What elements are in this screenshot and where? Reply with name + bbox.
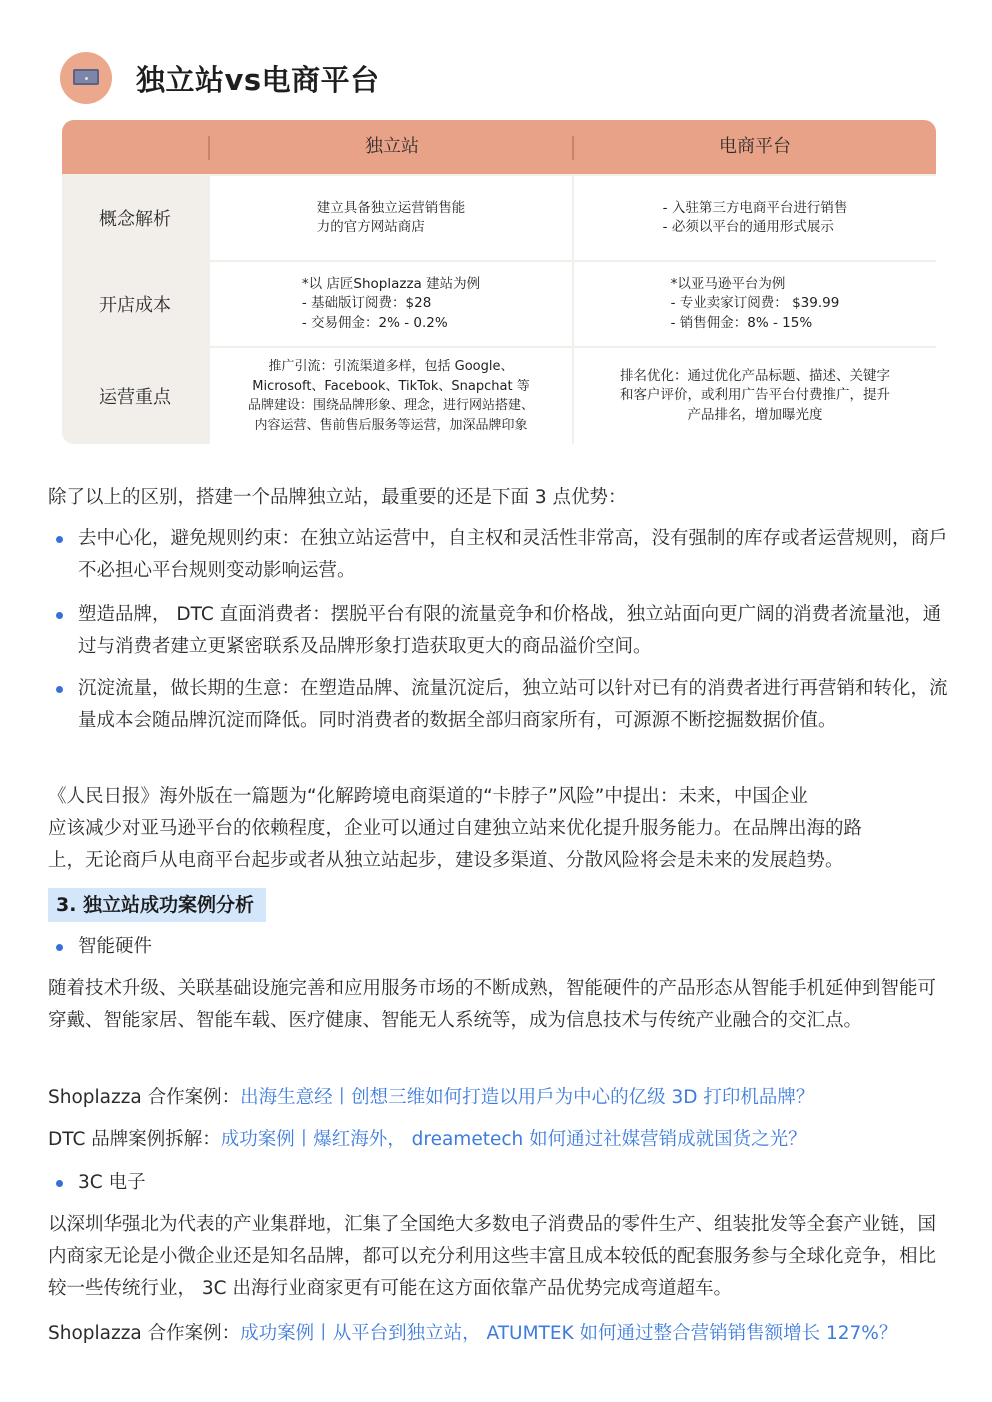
- row-label-operations: 运营重点: [62, 348, 208, 444]
- table-cell: [574, 262, 936, 346]
- laptop-icon: [60, 52, 112, 104]
- cell-text: *以 店匠Shoplazza 建站为例 - 基础版订阅费：$28 - 交易佣金：2% - 0.2%: [301, 275, 481, 331]
- list-item: [48, 673, 948, 737]
- case-link[interactable]: 出海生意经丨创想三维如何打造以用戶为中心的亿级 3D 打印机品牌？: [240, 1087, 815, 1108]
- bullet-icon: [56, 536, 63, 543]
- advantage-text: 去中心化，避免规则约束：在独立站运营中，自主权和灵活性非常高，没有强制的库存或者运营规则，商戶不必担心平台规则变动影响运营。: [78, 528, 948, 581]
- bullet-icon: [56, 1180, 63, 1187]
- quote-line: 上，无论商戶从电商平台起步或者从独立站起步，建设多渠道、分散风险将会是未来的发展趋势。: [48, 850, 844, 871]
- list-item: [48, 523, 948, 587]
- bullet-icon: [56, 686, 63, 693]
- category-heading: 智能硬件: [78, 936, 153, 957]
- column-header-independent: 独立站: [365, 136, 419, 157]
- category-heading: 3C 电子: [78, 1172, 146, 1193]
- cell-text: *以亚马逊平台为例 - 专业卖家订阅费： $39.99 - 销售佣金：8% - 15%: [670, 275, 840, 331]
- quote-paragraph: [48, 781, 948, 877]
- cell-text: 排名优化：通过优化产品标题、描述、关键字 和客户评价，或利用广告平台付费推广，提升 产品排名，增加曝光度: [620, 367, 890, 423]
- page-title: 独立站vs电商平台: [136, 62, 380, 97]
- advantage-text: 沉淀流量，做长期的生意：在塑造品牌、流量沉淀后，独立站可以针对已有的消费者进行再营销和转化，流量成本会随品牌沉淀而降低。同时消费者的数据全部归商家所有，可源源不断挖掘数据价值。: [78, 678, 948, 731]
- case-link[interactable]: 成功案例丨爆红海外， dreametech 如何通过社媒营销成就国货之光？: [220, 1129, 807, 1150]
- quote-line: 应该减少对亚马逊平台的依赖程度，企业可以通过自建独立站来优化提升服务能力。在品牌出海的路: [48, 818, 863, 839]
- table-header-row: [62, 120, 936, 174]
- bullet-icon: [56, 944, 63, 951]
- list-item: [48, 599, 948, 663]
- smart-hardware-paragraph: 随着技术升级、关联基础设施完善和应用服务市场的不断成熟，智能硬件的产品形态从智能手机延伸到智能可穿戴、智能家居、智能车载、医疗健康、智能无人系统等，成为信息技术与传统产业融合的交汇点。: [48, 978, 937, 1031]
- table-cell: [210, 176, 572, 260]
- header-separator: [208, 136, 210, 160]
- cell-text: - 入驻第三方电商平台进行销售 - 必须以平台的通用形式展示: [662, 199, 848, 235]
- case-prefix: DTC 品牌案例拆解：: [48, 1129, 221, 1150]
- case-link[interactable]: 成功案例丨从平台到独立站， ATUMTEK 如何通过整合营销销售额增长 127%？: [240, 1323, 898, 1344]
- cell-text: 建立具备独立运营销售能 力的官方网站商店: [316, 199, 466, 235]
- intro-paragraph: 除了以上的区别，搭建一个品牌独立站，最重要的还是下面 3 点优势：: [48, 487, 627, 508]
- table-cell: [210, 348, 572, 444]
- row-label-concept: 概念解析: [62, 176, 208, 260]
- advantage-text: 塑造品牌， DTC 直面消费者：摆脱平台有限的流量竞争和价格战，独立站面向更广阔的消费者流量池，通过与消费者建立更紧密联系及品牌形象打造获取更大的商品溢价空间。: [78, 604, 942, 657]
- quote-line: 《人民日报》海外版在一篇题为“化解跨境电商渠道的“卡脖子”风险”中提出：未来，中国企业: [48, 786, 808, 807]
- case-prefix: Shoplazza 合作案例：: [48, 1323, 241, 1344]
- case-line: [48, 1082, 948, 1114]
- cell-text: 推广引流：引流渠道多样，包括 Google、 Microsoft、Facebook、TikTok、Snapchat 等 品牌建设：围绕品牌形象、理念，进行网站搭建、 内容运营、售前售后服务等运营，加深品牌印象: [247, 359, 534, 433]
- electronics-paragraph: 以深圳华强北为代表的产业集群地，汇集了全国绝大多数电子消费品的零件生产、组装批发等全套产业链，国内商家无论是小微企业还是知名品牌，都可以充分利用这些丰富且成本较低的配套服务参与全球化竞争，相比较一些传统行业， 3C 出海行业商家更有可能在这方面依靠产品优势完成弯道超车。: [48, 1214, 937, 1299]
- page-header: [60, 52, 380, 104]
- table-cell: [574, 176, 936, 260]
- table-cell: [574, 348, 936, 444]
- case-line: [48, 1318, 948, 1350]
- list-item: [48, 1167, 948, 1199]
- bullet-icon: [56, 612, 63, 619]
- table-cell: [210, 262, 572, 346]
- case-prefix: Shoplazza 合作案例：: [48, 1087, 241, 1108]
- case-line: [48, 1124, 948, 1156]
- section-heading: 3. 独立站成功案例分析: [48, 888, 266, 922]
- comparison-table: [62, 120, 936, 444]
- row-label-cost: 开店成本: [62, 262, 208, 346]
- list-item: [48, 931, 948, 963]
- column-header-platform: 电商平台: [719, 136, 791, 157]
